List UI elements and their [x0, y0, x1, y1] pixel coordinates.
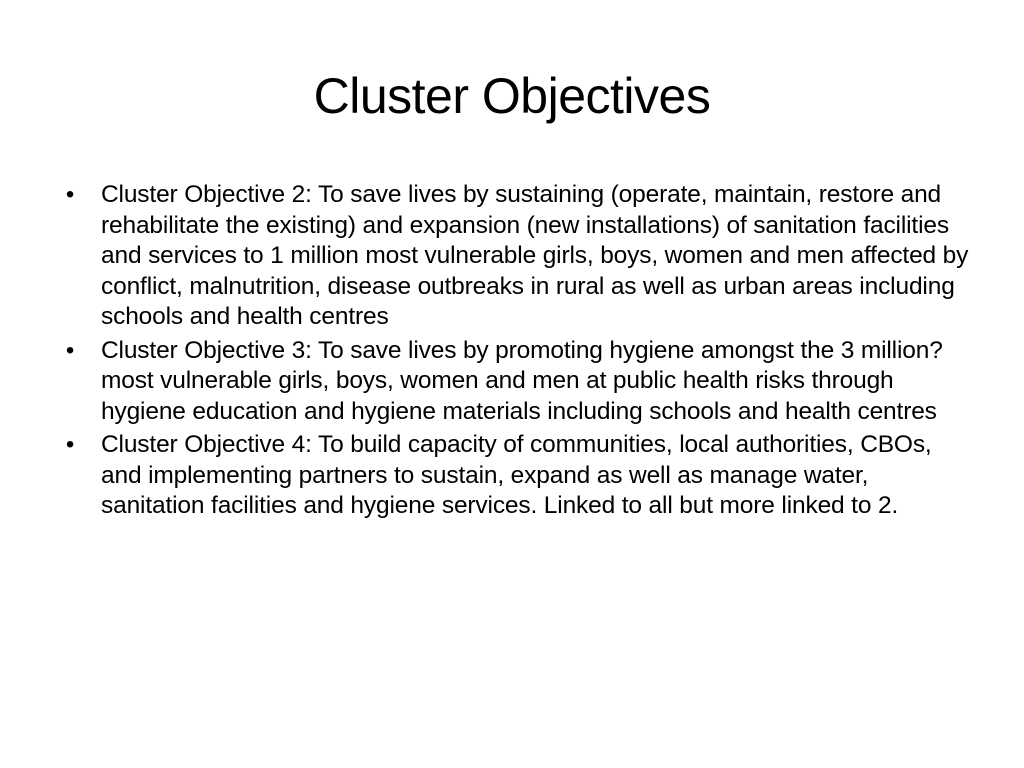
- bullet-item-objective-3: [60, 336, 970, 428]
- bullet-dot-icon: •: [65, 431, 75, 458]
- bullet-text: Cluster Objective 3: To save lives by promoting hygiene amongst the 3 million? most vulnerable girls, boys, women and men at public health risks through hygiene education and hygiene materials including schools and health centres: [101, 336, 943, 425]
- bullet-text: Cluster Objective 2: To save lives by sustaining (operate, maintain, restore and rehabilitate the existing) and expansion (new installations) of sanitation facilities and services to 1 million most vulnerable girls, boys, women and men affected by conflict, malnutrition, disease outbreaks in rural as well as urban areas including schools and health centres: [101, 181, 969, 330]
- bullet-item-objective-2: [60, 180, 970, 333]
- bullet-list: [60, 180, 970, 525]
- slide-title: Cluster Objectives: [313, 68, 711, 124]
- bullet-dot-icon: •: [65, 336, 75, 364]
- bullet-dot-icon: •: [65, 181, 75, 208]
- bullet-item-objective-4: [60, 430, 970, 522]
- bullet-text: Cluster Objective 4: To build capacity of communities, local authorities, CBOs, and implementing partners to sustain, expand as well as manage water, sanitation facilities and hygiene services. Linked to all but more linked to 2.: [101, 431, 932, 519]
